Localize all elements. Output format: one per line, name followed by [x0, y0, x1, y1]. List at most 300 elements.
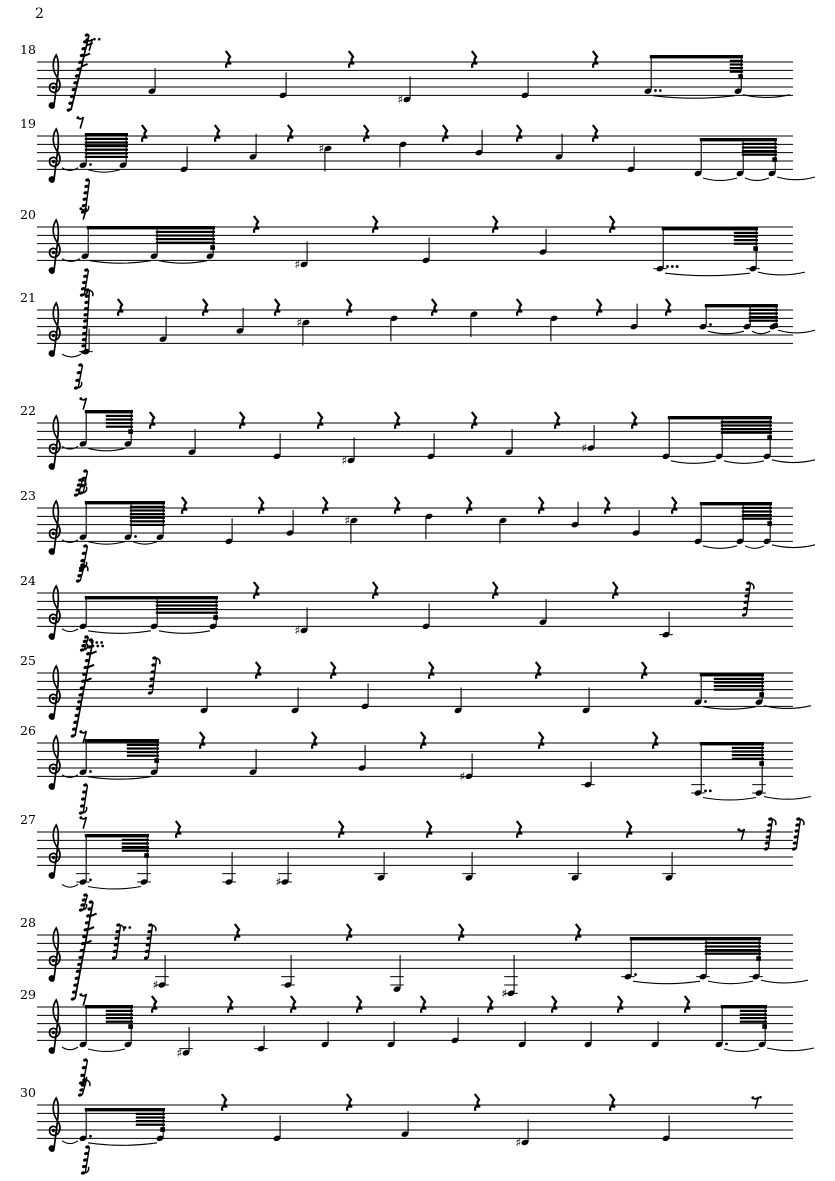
system-28 [20, 900, 808, 1001]
sharp-accidental: ♯ [459, 769, 466, 784]
clef-eye [52, 1031, 55, 1034]
sharp-accidental: ♯ [344, 513, 351, 528]
treble-clef-icon [49, 303, 60, 356]
quarter-rest [349, 51, 354, 68]
clef-ball [50, 977, 54, 981]
grace-notehead [73, 493, 78, 497]
beamlet [767, 435, 772, 440]
clef-stroke [49, 586, 60, 639]
tremolo-beam [156, 601, 218, 603]
tie [88, 448, 125, 451]
quarter-rest [552, 996, 557, 1013]
clef-ball [50, 550, 54, 554]
augmentation-dot [654, 89, 657, 92]
sharp-accidental: ♯ [397, 92, 404, 107]
sharp-accidental: ♯ [501, 986, 508, 1001]
clef-ball [50, 1147, 54, 1151]
measure-number: 29 [20, 987, 36, 1002]
tremolo-beam [156, 231, 215, 233]
tremolo-beam [106, 1010, 133, 1012]
eighth-rest [76, 116, 83, 128]
tie [724, 1049, 759, 1052]
quarter-rest [666, 299, 671, 316]
tie [88, 1143, 157, 1146]
tremolo-beam [122, 842, 149, 844]
clef-stroke [49, 1000, 60, 1053]
tie [62, 1141, 78, 1144]
clef-stroke [49, 55, 60, 108]
augmentation-dot [671, 265, 674, 268]
tremolo-beam [742, 510, 772, 512]
beamlet [738, 74, 743, 79]
quarter-rest [432, 299, 437, 316]
augmentation-dot [134, 535, 137, 538]
system-23 [20, 478, 815, 570]
tie [62, 1047, 78, 1050]
system-30 [20, 1078, 793, 1175]
clef-ball [50, 465, 54, 469]
clef-eye [52, 86, 55, 89]
tremolo-beam [742, 507, 772, 509]
tie [633, 981, 700, 984]
tie [703, 178, 737, 181]
tremolo-beam [122, 850, 149, 852]
tremolo-beam [730, 71, 743, 73]
quarter-rest [610, 1094, 615, 1111]
tremolo-beam [714, 681, 764, 683]
tremolo-beam [106, 415, 133, 417]
tremolo-beam [742, 518, 772, 520]
tie [745, 178, 769, 181]
tremolo-beam [705, 949, 761, 951]
tremolo-beam [122, 846, 149, 848]
measure-number: 19 [20, 116, 36, 131]
tie [752, 331, 770, 334]
tremolo-beam [705, 942, 761, 944]
quarter-rest [347, 1094, 352, 1111]
flourish-dot [124, 926, 127, 929]
tremolo-beam [749, 316, 778, 318]
beamlet [128, 429, 133, 434]
grace-flag [90, 290, 93, 296]
tremolo-beam [85, 141, 128, 143]
quarter-rest [610, 216, 615, 233]
beam [85, 133, 128, 136]
quarter-rest [632, 412, 637, 429]
page-number: 2 [35, 6, 44, 22]
quarter-rest [672, 497, 677, 514]
clef-stroke [49, 220, 60, 273]
tremolo-beam [732, 758, 764, 760]
eighth-rest [79, 993, 86, 1005]
grace-notehead [79, 648, 84, 652]
quarter-rest [517, 821, 522, 838]
beam [700, 138, 777, 141]
tie [133, 542, 157, 545]
grace-flag [85, 565, 88, 571]
tremolo-beam [136, 1116, 165, 1118]
augmentation-dot [659, 89, 662, 92]
quarter-rest [215, 125, 220, 142]
quarter-rest [613, 582, 618, 599]
tremolo-beam [742, 143, 777, 145]
quarter-rest [493, 216, 498, 233]
rest-stroke [81, 398, 87, 409]
quarter-rest [339, 821, 344, 838]
sharp-accidental: ♯ [515, 1135, 522, 1150]
clef-ball [50, 874, 54, 878]
quarter-rest [275, 299, 280, 316]
tremolo-beam [732, 747, 764, 749]
tremolo-beam [136, 1113, 165, 1115]
tremolo-beam [730, 60, 743, 62]
augmentation-dot [89, 878, 92, 881]
system-18 [20, 33, 793, 112]
tremolo-beam [156, 612, 218, 614]
rest-dot [98, 38, 101, 41]
quarter-rest [373, 216, 378, 233]
beamlet [210, 245, 215, 250]
clef-stroke [49, 501, 60, 554]
treble-clef-icon [49, 928, 60, 981]
tie [703, 546, 737, 549]
tremolo-beam [705, 945, 761, 947]
tremolo-beam [156, 238, 215, 240]
quarter-rest [685, 996, 690, 1013]
tie [62, 884, 78, 887]
tremolo-beam [85, 149, 128, 151]
beam [85, 1108, 165, 1111]
quarter-rest [459, 924, 464, 941]
quarter-rest [421, 996, 426, 1013]
beamlet [756, 956, 761, 961]
tremolo-beam [721, 424, 772, 426]
treble-clef-icon [49, 1098, 60, 1151]
eighth-rest [79, 397, 86, 409]
tremolo-beam [742, 514, 772, 516]
tremolo-beam [721, 432, 772, 434]
tremolo-beam [85, 145, 128, 147]
beamlet [767, 521, 772, 526]
quarter-rest [555, 412, 560, 429]
measure-number: 20 [20, 207, 36, 222]
grace-flag [751, 583, 754, 589]
sharp-accidental: ♯ [581, 441, 588, 456]
beam [85, 410, 133, 413]
tremolo-beam [106, 422, 133, 424]
quarter-rest [443, 125, 448, 142]
tremolo-beam [721, 428, 772, 430]
clef-stroke [49, 1098, 60, 1151]
tremolo-beam [122, 839, 149, 841]
augmentation-dot [704, 700, 707, 703]
tie [758, 272, 805, 275]
tremolo-beam [742, 154, 777, 156]
tremolo-beam [742, 150, 777, 152]
clef-stroke [49, 736, 60, 789]
tie [777, 177, 815, 180]
treble-clef-icon [49, 220, 60, 273]
augmentation-dot [725, 1042, 728, 1045]
system-20 [20, 207, 805, 297]
beamlet [773, 323, 778, 328]
augmentation-dot [704, 789, 707, 792]
tremolo-beam [85, 152, 128, 154]
tremolo-beam [130, 517, 165, 519]
flourish-dot [128, 926, 131, 929]
grace-flag [87, 1080, 90, 1086]
quarter-rest [347, 299, 352, 316]
measure-number: 21 [20, 290, 36, 305]
quarter-rest [605, 497, 610, 514]
quarter-rest [182, 497, 187, 514]
tremolo-beam [734, 235, 758, 237]
quarter-rest [597, 299, 602, 316]
rest-stroke [81, 208, 87, 219]
grace-notehead [77, 1093, 82, 1097]
tremolo-beam [734, 239, 758, 241]
measure-number: 27 [20, 812, 36, 827]
sharp-accidental: ♯ [275, 875, 282, 890]
tie [665, 273, 750, 276]
augmentation-dot [89, 770, 92, 773]
tie [745, 546, 764, 549]
quarter-rest [347, 924, 352, 941]
quarter-rest [429, 662, 434, 679]
quarter-rest [593, 51, 598, 68]
quarter-rest [517, 299, 522, 316]
clef-eye [52, 160, 55, 163]
sharp-accidental: ♯ [152, 978, 159, 993]
eighth-rest [751, 1096, 761, 1109]
sharp-accidental: ♯ [341, 453, 348, 468]
clef-eye [52, 251, 55, 254]
beam [85, 739, 159, 742]
grace-run-stem [148, 925, 152, 958]
system-29 [20, 987, 814, 1085]
beamlet [759, 692, 764, 697]
quarter-rest [395, 412, 400, 429]
flourish-dot [95, 641, 98, 644]
tremolo-beam [732, 754, 764, 756]
beam [662, 227, 758, 230]
beam [85, 501, 165, 504]
quarter-rest [288, 125, 293, 142]
tie [653, 96, 735, 99]
tremolo-beam [740, 1017, 767, 1019]
beam [721, 1005, 767, 1008]
tie [88, 1049, 125, 1052]
clef-stroke [49, 666, 60, 719]
beam [700, 502, 772, 505]
tremolo-beam [85, 138, 128, 140]
beamlet [772, 157, 777, 162]
beamlet [154, 758, 159, 763]
quarter-rest [618, 996, 623, 1013]
grace-notehead [75, 579, 80, 583]
beamlet [759, 761, 764, 766]
beamlet [213, 615, 218, 620]
system-22 [20, 397, 815, 495]
clef-stroke [49, 416, 60, 469]
beam [85, 834, 149, 837]
treble-clef-icon [49, 55, 60, 108]
clef-eye [52, 447, 55, 450]
quarter-rest [256, 662, 261, 679]
augmentation-dot [89, 163, 92, 166]
tie [761, 980, 808, 983]
tie [159, 631, 210, 634]
beam [85, 1005, 133, 1008]
system-21 [20, 288, 815, 390]
tie [778, 330, 815, 333]
quarter-rest [254, 216, 259, 233]
rest-stroke [753, 1097, 759, 1108]
clef-eye [52, 334, 55, 337]
treble-clef-icon [49, 129, 60, 182]
measure-number: 24 [20, 573, 36, 588]
treble-clef-icon [49, 586, 60, 639]
beam [630, 937, 761, 940]
quarter-rest [142, 125, 147, 142]
quarter-rest [200, 732, 205, 749]
quarter-rest [539, 497, 544, 514]
quarter-rest [472, 51, 477, 68]
treble-clef-icon [49, 416, 60, 469]
system-24 [20, 563, 793, 652]
tremolo-beam [106, 1021, 133, 1023]
quarter-rest [176, 821, 181, 838]
augmentation-dot [709, 789, 712, 792]
tremolo-beam [730, 63, 743, 65]
tremolo-beam [714, 689, 764, 691]
tremolo-beam [740, 1013, 767, 1015]
clef-ball [50, 269, 54, 273]
tremolo-beam [156, 608, 218, 610]
beam [700, 742, 764, 745]
grace-notehead [78, 908, 83, 912]
eighth-rest [737, 828, 744, 840]
quarter-rest [235, 924, 240, 941]
quarter-rest [118, 299, 123, 316]
treble-clef-icon [49, 666, 60, 719]
grace-flag [121, 925, 124, 931]
tie [88, 542, 125, 545]
quarter-rest [226, 51, 231, 68]
clef-ball [50, 352, 54, 356]
beam [668, 416, 772, 419]
quarter-rest [576, 924, 581, 941]
grace-run-stem [152, 658, 156, 693]
beamlet [753, 246, 758, 251]
quarter-rest [318, 412, 323, 429]
tremolo-beam [734, 232, 758, 234]
rest-stroke [81, 817, 87, 828]
quarter-rest [427, 821, 432, 838]
clef-eye [52, 697, 55, 700]
grace-run-stem [116, 925, 120, 958]
augmentation-dot [666, 265, 669, 268]
beamlet [128, 1024, 133, 1029]
quarter-rest [222, 1094, 227, 1111]
rest-stroke [78, 117, 84, 128]
grace-flag [773, 819, 776, 825]
beamlet [762, 1024, 767, 1029]
tremolo-beam [106, 1013, 133, 1015]
system-19 [20, 116, 815, 214]
beamlet [160, 1127, 165, 1132]
tremolo-beam [730, 67, 743, 69]
tie [88, 631, 151, 634]
quarter-rest [593, 125, 598, 142]
tremolo-beam [156, 242, 215, 244]
tie [88, 886, 141, 889]
rest-dot [759, 1096, 762, 1099]
quarter-rest [642, 662, 647, 679]
beam [700, 673, 764, 676]
quarter-rest [627, 821, 632, 838]
clef-ball [50, 104, 54, 108]
flourish-dot [101, 645, 104, 648]
tremolo-beam [106, 418, 133, 420]
clef-eye [52, 1129, 55, 1132]
quarter-rest [539, 732, 544, 749]
treble-clef-icon [49, 1000, 60, 1053]
grace-flag [157, 658, 160, 664]
tremolo-beam [749, 312, 778, 314]
clef-ball [50, 1049, 54, 1053]
tremolo-beam [127, 747, 159, 749]
tie [62, 354, 81, 357]
tremolo-beam [734, 243, 758, 245]
quarter-rest [475, 1094, 480, 1111]
system-26 [20, 723, 811, 815]
quarter-rest [312, 732, 317, 749]
quarter-rest [331, 662, 336, 679]
quarter-rest [364, 125, 369, 142]
treble-clef-icon [49, 501, 60, 554]
clef-ball [50, 715, 54, 719]
tie [772, 545, 815, 548]
tremolo-beam [156, 604, 218, 606]
tremolo-beam [130, 524, 165, 526]
quarter-rest [152, 996, 157, 1013]
rest-stroke [81, 994, 87, 1005]
measure-number: 30 [20, 1085, 36, 1100]
augmentation-dot [89, 1135, 92, 1138]
tie [703, 797, 756, 800]
treble-clef-icon [49, 736, 60, 789]
clef-stroke [49, 825, 60, 878]
system-27 [20, 812, 804, 912]
rest-dot [93, 38, 96, 41]
beam [650, 55, 743, 58]
augmentation-dot [676, 265, 679, 268]
flourish-dot [91, 641, 94, 644]
clef-eye [52, 532, 55, 535]
system-25 [20, 638, 811, 738]
quarter-rest [357, 996, 362, 1013]
tremolo-beam [740, 1021, 767, 1023]
tremolo-beam [127, 744, 159, 746]
tie [724, 461, 764, 464]
tremolo-beam [127, 751, 159, 753]
clef-eye [52, 617, 55, 620]
quarter-rest [203, 299, 208, 316]
tie [764, 796, 811, 799]
quarter-rest [228, 996, 233, 1013]
beamlet [144, 853, 149, 858]
